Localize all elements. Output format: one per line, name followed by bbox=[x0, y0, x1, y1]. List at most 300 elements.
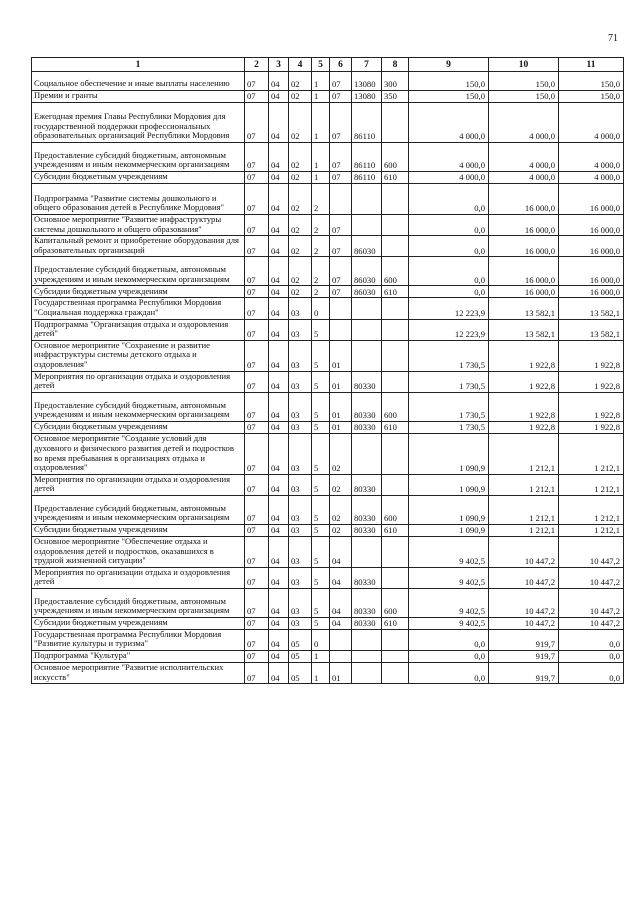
subsect-code: 04 bbox=[269, 236, 289, 257]
expense-type-code: 600 bbox=[382, 143, 409, 172]
amount-2021: 0,0 bbox=[559, 651, 624, 663]
expense-type-code bbox=[382, 629, 409, 650]
amount-2019: 9 402,5 bbox=[409, 567, 489, 588]
amount-2019: 0,0 bbox=[409, 236, 489, 257]
table-row bbox=[32, 298, 624, 319]
activity-code: 02 bbox=[330, 524, 352, 536]
subprogram-code: 5 bbox=[312, 617, 330, 629]
table-row bbox=[32, 433, 624, 474]
direction-code bbox=[352, 629, 382, 650]
program-code: 03 bbox=[289, 588, 312, 617]
amount-2021: 1 922,8 bbox=[559, 340, 624, 371]
row-name: Подпрограмма "Культура" bbox=[32, 651, 245, 663]
amount-2019: 4 000,0 bbox=[409, 103, 489, 143]
row-name: Субсидии бюджетным учреждениям bbox=[32, 172, 245, 184]
subprogram-code: 5 bbox=[312, 567, 330, 588]
direction-code bbox=[352, 663, 382, 684]
amount-2020: 13 582,1 bbox=[489, 319, 559, 340]
amount-2019: 4 000,0 bbox=[409, 143, 489, 172]
subsect-code: 04 bbox=[269, 103, 289, 143]
table-row bbox=[32, 91, 624, 103]
amount-2020: 4 000,0 bbox=[489, 172, 559, 184]
table-row bbox=[32, 617, 624, 629]
sect-code: 07 bbox=[245, 286, 269, 298]
amount-2020: 4 000,0 bbox=[489, 143, 559, 172]
expense-type-code bbox=[382, 340, 409, 371]
row-name: Основное мероприятие "Развитие инфраструктуры системы дошкольного и общего образования" bbox=[32, 215, 245, 236]
expense-type-code: 610 bbox=[382, 172, 409, 184]
amount-2021: 1 922,8 bbox=[559, 421, 624, 433]
program-code: 02 bbox=[289, 184, 312, 215]
amount-2020: 1 922,8 bbox=[489, 340, 559, 371]
amount-2021: 0,0 bbox=[559, 629, 624, 650]
row-name: Субсидии бюджетным учреждениям bbox=[32, 286, 245, 298]
direction-code: 80330 bbox=[352, 392, 382, 421]
amount-2020: 150,0 bbox=[489, 72, 559, 91]
activity-code: 07 bbox=[330, 143, 352, 172]
subsect-code: 04 bbox=[269, 474, 289, 495]
program-code: 05 bbox=[289, 651, 312, 663]
activity-code: 04 bbox=[330, 536, 352, 567]
subsect-code: 04 bbox=[269, 663, 289, 684]
row-name: Предоставление субсидий бюджетным, автономным учреждениям и иным некоммерческим организациям bbox=[32, 588, 245, 617]
activity-code: 01 bbox=[330, 371, 352, 392]
direction-code: 80330 bbox=[352, 567, 382, 588]
direction-code: 80330 bbox=[352, 617, 382, 629]
subprogram-code: 5 bbox=[312, 421, 330, 433]
row-name: Основное мероприятие "Сохранение и развитие инфраструктуры системы детского отдыха и оздоровления" bbox=[32, 340, 245, 371]
sect-code: 07 bbox=[245, 617, 269, 629]
expense-type-code: 300 bbox=[382, 72, 409, 91]
expense-type-code: 600 bbox=[382, 257, 409, 286]
subsect-code: 04 bbox=[269, 629, 289, 650]
sect-code: 07 bbox=[245, 215, 269, 236]
activity-code: 02 bbox=[330, 433, 352, 474]
expense-type-code: 610 bbox=[382, 617, 409, 629]
subprogram-code: 1 bbox=[312, 103, 330, 143]
expense-type-code bbox=[382, 433, 409, 474]
sect-code: 07 bbox=[245, 143, 269, 172]
amount-2020: 16 000,0 bbox=[489, 215, 559, 236]
table-row bbox=[32, 286, 624, 298]
col-header: 4 bbox=[289, 58, 312, 72]
subprogram-code: 5 bbox=[312, 524, 330, 536]
program-code: 03 bbox=[289, 371, 312, 392]
subprogram-code: 1 bbox=[312, 91, 330, 103]
expense-type-code bbox=[382, 663, 409, 684]
amount-2021: 10 447,2 bbox=[559, 617, 624, 629]
program-code: 03 bbox=[289, 319, 312, 340]
expense-type-code bbox=[382, 371, 409, 392]
direction-code: 86030 bbox=[352, 257, 382, 286]
direction-code: 80330 bbox=[352, 588, 382, 617]
expense-type-code bbox=[382, 236, 409, 257]
amount-2019: 0,0 bbox=[409, 663, 489, 684]
direction-code: 80330 bbox=[352, 371, 382, 392]
amount-2020: 1 922,8 bbox=[489, 392, 559, 421]
col-header: 10 bbox=[489, 58, 559, 72]
activity-code: 07 bbox=[330, 103, 352, 143]
sect-code: 07 bbox=[245, 319, 269, 340]
amount-2019: 0,0 bbox=[409, 215, 489, 236]
amount-2021: 16 000,0 bbox=[559, 236, 624, 257]
amount-2020: 16 000,0 bbox=[489, 184, 559, 215]
amount-2020: 10 447,2 bbox=[489, 617, 559, 629]
table-row bbox=[32, 319, 624, 340]
table-row bbox=[32, 236, 624, 257]
expense-type-code: 600 bbox=[382, 495, 409, 524]
row-name: Государственная программа Республики Мордовия "Социальная поддержка граждан" bbox=[32, 298, 245, 319]
subsect-code: 04 bbox=[269, 319, 289, 340]
amount-2021: 1 212,1 bbox=[559, 474, 624, 495]
amount-2020: 16 000,0 bbox=[489, 257, 559, 286]
activity-code: 01 bbox=[330, 340, 352, 371]
expense-type-code bbox=[382, 319, 409, 340]
expense-type-code bbox=[382, 567, 409, 588]
sect-code: 07 bbox=[245, 298, 269, 319]
program-code: 02 bbox=[289, 172, 312, 184]
table-row bbox=[32, 567, 624, 588]
table-row bbox=[32, 495, 624, 524]
subsect-code: 04 bbox=[269, 371, 289, 392]
amount-2021: 1 922,8 bbox=[559, 371, 624, 392]
subprogram-code: 1 bbox=[312, 172, 330, 184]
activity-code: 07 bbox=[330, 91, 352, 103]
subprogram-code: 0 bbox=[312, 298, 330, 319]
col-header: 3 bbox=[269, 58, 289, 72]
sect-code: 07 bbox=[245, 495, 269, 524]
expense-type-code: 610 bbox=[382, 524, 409, 536]
expense-type-code bbox=[382, 184, 409, 215]
sect-code: 07 bbox=[245, 257, 269, 286]
amount-2019: 9 402,5 bbox=[409, 617, 489, 629]
amount-2019: 9 402,5 bbox=[409, 588, 489, 617]
subprogram-code: 5 bbox=[312, 392, 330, 421]
activity-code: 01 bbox=[330, 392, 352, 421]
col-header: 1 bbox=[32, 58, 245, 72]
subsect-code: 04 bbox=[269, 298, 289, 319]
subsect-code: 04 bbox=[269, 588, 289, 617]
subsect-code: 04 bbox=[269, 567, 289, 588]
program-code: 02 bbox=[289, 72, 312, 91]
expense-type-code bbox=[382, 651, 409, 663]
direction-code bbox=[352, 536, 382, 567]
sect-code: 07 bbox=[245, 588, 269, 617]
amount-2019: 1 730,5 bbox=[409, 421, 489, 433]
subprogram-code: 5 bbox=[312, 474, 330, 495]
row-name: Капитальный ремонт и приобретение оборудования для образовательных организаций bbox=[32, 236, 245, 257]
subsect-code: 04 bbox=[269, 495, 289, 524]
amount-2019: 1 730,5 bbox=[409, 340, 489, 371]
direction-code bbox=[352, 651, 382, 663]
direction-code bbox=[352, 184, 382, 215]
table-row bbox=[32, 392, 624, 421]
sect-code: 07 bbox=[245, 172, 269, 184]
activity-code bbox=[330, 184, 352, 215]
amount-2019: 0,0 bbox=[409, 651, 489, 663]
row-name: Основное мероприятие "Развитие исполнительских искусств" bbox=[32, 663, 245, 684]
subprogram-code: 2 bbox=[312, 215, 330, 236]
table-row bbox=[32, 103, 624, 143]
amount-2019: 1 090,9 bbox=[409, 495, 489, 524]
amount-2020: 1 922,8 bbox=[489, 421, 559, 433]
sect-code: 07 bbox=[245, 103, 269, 143]
direction-code: 86110 bbox=[352, 172, 382, 184]
expense-type-code bbox=[382, 298, 409, 319]
amount-2021: 13 582,1 bbox=[559, 298, 624, 319]
amount-2020: 1 212,1 bbox=[489, 524, 559, 536]
subsect-code: 04 bbox=[269, 72, 289, 91]
subprogram-code: 1 bbox=[312, 663, 330, 684]
program-code: 02 bbox=[289, 286, 312, 298]
activity-code: 07 bbox=[330, 172, 352, 184]
program-code: 05 bbox=[289, 663, 312, 684]
sect-code: 07 bbox=[245, 421, 269, 433]
row-name: Государственная программа Республики Мордовия "Развитие культуры и туризма" bbox=[32, 629, 245, 650]
col-header: 2 bbox=[245, 58, 269, 72]
col-header: 6 bbox=[330, 58, 352, 72]
subprogram-code: 5 bbox=[312, 433, 330, 474]
amount-2020: 13 582,1 bbox=[489, 298, 559, 319]
amount-2021: 16 000,0 bbox=[559, 184, 624, 215]
amount-2021: 16 000,0 bbox=[559, 215, 624, 236]
direction-code: 80330 bbox=[352, 495, 382, 524]
sect-code: 07 bbox=[245, 392, 269, 421]
amount-2020: 1 922,8 bbox=[489, 371, 559, 392]
amount-2020: 16 000,0 bbox=[489, 236, 559, 257]
header-row bbox=[32, 58, 624, 72]
expense-type-code: 600 bbox=[382, 588, 409, 617]
sect-code: 07 bbox=[245, 567, 269, 588]
sect-code: 07 bbox=[245, 340, 269, 371]
direction-code bbox=[352, 319, 382, 340]
subsect-code: 04 bbox=[269, 421, 289, 433]
program-code: 03 bbox=[289, 495, 312, 524]
amount-2021: 10 447,2 bbox=[559, 588, 624, 617]
subprogram-code: 5 bbox=[312, 319, 330, 340]
amount-2020: 4 000,0 bbox=[489, 103, 559, 143]
expense-type-code bbox=[382, 215, 409, 236]
amount-2020: 1 212,1 bbox=[489, 433, 559, 474]
activity-code: 07 bbox=[330, 72, 352, 91]
subsect-code: 04 bbox=[269, 340, 289, 371]
activity-code bbox=[330, 651, 352, 663]
expense-type-code: 610 bbox=[382, 286, 409, 298]
sect-code: 07 bbox=[245, 474, 269, 495]
subsect-code: 04 bbox=[269, 524, 289, 536]
amount-2020: 1 212,1 bbox=[489, 495, 559, 524]
amount-2020: 10 447,2 bbox=[489, 536, 559, 567]
subsect-code: 04 bbox=[269, 257, 289, 286]
direction-code bbox=[352, 433, 382, 474]
expense-type-code bbox=[382, 536, 409, 567]
direction-code: 13080 bbox=[352, 72, 382, 91]
amount-2019: 12 223,9 bbox=[409, 319, 489, 340]
amount-2021: 4 000,0 bbox=[559, 103, 624, 143]
amount-2020: 10 447,2 bbox=[489, 567, 559, 588]
subprogram-code: 1 bbox=[312, 72, 330, 91]
table-row bbox=[32, 184, 624, 215]
amount-2019: 1 090,9 bbox=[409, 433, 489, 474]
row-name: Предоставление субсидий бюджетным, автономным учреждениям и иным некоммерческим организациям bbox=[32, 392, 245, 421]
table-row bbox=[32, 663, 624, 684]
amount-2019: 0,0 bbox=[409, 257, 489, 286]
direction-code: 80330 bbox=[352, 524, 382, 536]
program-code: 03 bbox=[289, 433, 312, 474]
amount-2021: 10 447,2 bbox=[559, 536, 624, 567]
amount-2021: 16 000,0 bbox=[559, 286, 624, 298]
amount-2019: 0,0 bbox=[409, 629, 489, 650]
expense-type-code: 350 bbox=[382, 91, 409, 103]
amount-2019: 1 730,5 bbox=[409, 392, 489, 421]
subprogram-code: 0 bbox=[312, 629, 330, 650]
program-code: 03 bbox=[289, 536, 312, 567]
col-header: 8 bbox=[382, 58, 409, 72]
subprogram-code: 2 bbox=[312, 257, 330, 286]
program-code: 03 bbox=[289, 340, 312, 371]
program-code: 03 bbox=[289, 392, 312, 421]
program-code: 02 bbox=[289, 103, 312, 143]
amount-2020: 150,0 bbox=[489, 91, 559, 103]
subprogram-code: 5 bbox=[312, 371, 330, 392]
row-name: Социальное обеспечение и иные выплаты населению bbox=[32, 72, 245, 91]
amount-2021: 13 582,1 bbox=[559, 319, 624, 340]
direction-code bbox=[352, 298, 382, 319]
row-name: Подпрограмма "Организация отдыха и оздоровления детей" bbox=[32, 319, 245, 340]
direction-code bbox=[352, 215, 382, 236]
activity-code: 04 bbox=[330, 567, 352, 588]
col-header: 11 bbox=[559, 58, 624, 72]
table-row bbox=[32, 524, 624, 536]
table-row bbox=[32, 474, 624, 495]
amount-2021: 1 212,1 bbox=[559, 524, 624, 536]
amount-2020: 10 447,2 bbox=[489, 588, 559, 617]
program-code: 03 bbox=[289, 567, 312, 588]
amount-2020: 919,7 bbox=[489, 663, 559, 684]
direction-code: 86110 bbox=[352, 143, 382, 172]
amount-2021: 1 212,1 bbox=[559, 495, 624, 524]
sect-code: 07 bbox=[245, 371, 269, 392]
activity-code: 04 bbox=[330, 588, 352, 617]
amount-2019: 12 223,9 bbox=[409, 298, 489, 319]
activity-code: 02 bbox=[330, 495, 352, 524]
sect-code: 07 bbox=[245, 663, 269, 684]
sect-code: 07 bbox=[245, 651, 269, 663]
amount-2019: 0,0 bbox=[409, 184, 489, 215]
subprogram-code: 2 bbox=[312, 286, 330, 298]
amount-2021: 10 447,2 bbox=[559, 567, 624, 588]
sect-code: 07 bbox=[245, 629, 269, 650]
program-code: 02 bbox=[289, 143, 312, 172]
program-code: 02 bbox=[289, 91, 312, 103]
amount-2020: 16 000,0 bbox=[489, 286, 559, 298]
sect-code: 07 bbox=[245, 524, 269, 536]
amount-2021: 150,0 bbox=[559, 91, 624, 103]
activity-code bbox=[330, 319, 352, 340]
table-row bbox=[32, 371, 624, 392]
amount-2019: 1 730,5 bbox=[409, 371, 489, 392]
table-row bbox=[32, 588, 624, 617]
row-name: Ежегодная премия Главы Республики Мордовия для государственной поддержки профессиональных образовательных организаций Республики Мордовия bbox=[32, 103, 245, 143]
subsect-code: 04 bbox=[269, 536, 289, 567]
program-code: 02 bbox=[289, 215, 312, 236]
subsect-code: 04 bbox=[269, 91, 289, 103]
row-name: Подпрограмма "Развитие системы дошкольного и общего образования детей в Республике Мордовия" bbox=[32, 184, 245, 215]
sect-code: 07 bbox=[245, 184, 269, 215]
sect-code: 07 bbox=[245, 72, 269, 91]
direction-code bbox=[352, 340, 382, 371]
activity-code: 07 bbox=[330, 286, 352, 298]
subsect-code: 04 bbox=[269, 172, 289, 184]
program-code: 02 bbox=[289, 236, 312, 257]
table-row bbox=[32, 143, 624, 172]
program-code: 02 bbox=[289, 257, 312, 286]
row-name: Предоставление субсидий бюджетным, автономным учреждениям и иным некоммерческим организациям bbox=[32, 495, 245, 524]
direction-code: 86030 bbox=[352, 286, 382, 298]
amount-2021: 1 922,8 bbox=[559, 392, 624, 421]
amount-2021: 0,0 bbox=[559, 663, 624, 684]
page-number: 71 bbox=[608, 33, 618, 44]
activity-code: 07 bbox=[330, 236, 352, 257]
amount-2020: 1 212,1 bbox=[489, 474, 559, 495]
activity-code: 01 bbox=[330, 663, 352, 684]
subsect-code: 04 bbox=[269, 392, 289, 421]
row-name: Мероприятия по организации отдыха и оздоровления детей bbox=[32, 474, 245, 495]
subsect-code: 04 bbox=[269, 286, 289, 298]
col-header: 7 bbox=[352, 58, 382, 72]
subprogram-code: 5 bbox=[312, 495, 330, 524]
sect-code: 07 bbox=[245, 433, 269, 474]
direction-code: 80330 bbox=[352, 421, 382, 433]
row-name: Предоставление субсидий бюджетным, автономным учреждениям и иным некоммерческим организациям bbox=[32, 257, 245, 286]
subprogram-code: 1 bbox=[312, 651, 330, 663]
col-header: 5 bbox=[312, 58, 330, 72]
amount-2021: 1 212,1 bbox=[559, 433, 624, 474]
table-row bbox=[32, 536, 624, 567]
sect-code: 07 bbox=[245, 536, 269, 567]
amount-2019: 1 090,9 bbox=[409, 524, 489, 536]
subprogram-code: 5 bbox=[312, 588, 330, 617]
amount-2021: 4 000,0 bbox=[559, 143, 624, 172]
amount-2021: 150,0 bbox=[559, 72, 624, 91]
subprogram-code: 5 bbox=[312, 536, 330, 567]
expense-type-code bbox=[382, 103, 409, 143]
amount-2021: 16 000,0 bbox=[559, 257, 624, 286]
row-name: Субсидии бюджетным учреждениям bbox=[32, 524, 245, 536]
activity-code: 01 bbox=[330, 421, 352, 433]
row-name: Премии и гранты bbox=[32, 91, 245, 103]
direction-code: 13080 bbox=[352, 91, 382, 103]
program-code: 03 bbox=[289, 421, 312, 433]
direction-code: 86110 bbox=[352, 103, 382, 143]
activity-code bbox=[330, 298, 352, 319]
col-header: 9 bbox=[409, 58, 489, 72]
activity-code: 07 bbox=[330, 257, 352, 286]
program-code: 03 bbox=[289, 617, 312, 629]
subsect-code: 04 bbox=[269, 617, 289, 629]
subprogram-code: 2 bbox=[312, 184, 330, 215]
row-name: Основное мероприятие "Обеспечение отдыха и оздоровления детей и подростков, оказавшихся в трудной жизненной ситуации" bbox=[32, 536, 245, 567]
table-row bbox=[32, 629, 624, 650]
expense-type-code: 610 bbox=[382, 421, 409, 433]
direction-code: 80330 bbox=[352, 474, 382, 495]
budget-table bbox=[31, 57, 624, 684]
amount-2021: 4 000,0 bbox=[559, 172, 624, 184]
program-code: 05 bbox=[289, 629, 312, 650]
amount-2019: 0,0 bbox=[409, 286, 489, 298]
direction-code: 86030 bbox=[352, 236, 382, 257]
subprogram-code: 2 bbox=[312, 236, 330, 257]
